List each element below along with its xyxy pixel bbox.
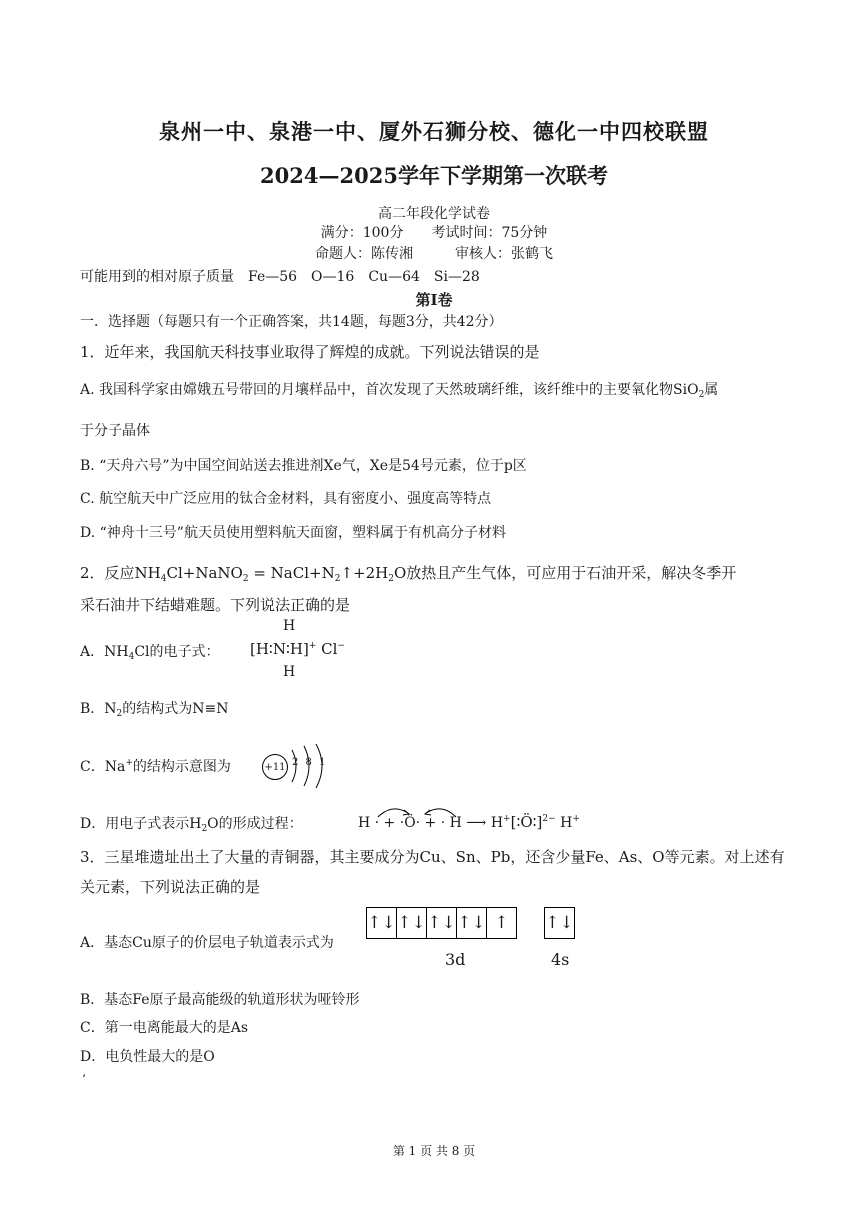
orbital-box: ↑↓ xyxy=(367,908,397,938)
q2-c-part: C．Na xyxy=(80,759,126,775)
q1-option-b: B. “天舟六号”为中国空间站送去推进剂Xe气，Xe是54号元素，位于p区 xyxy=(80,458,527,474)
q3-stem: 3．三星堆遗址出土了大量的青铜器，其主要成分为Cu、Sn、Pb，还含少量Fe、As、O等元素。对上述有 xyxy=(80,848,785,866)
stray-mark: ‘ xyxy=(82,1072,86,1086)
q3-option-d: D．电负性最大的是O xyxy=(80,1049,215,1065)
q2-option-d xyxy=(80,813,303,834)
electron-formula-h-top: H xyxy=(283,618,296,634)
q2-b-sub: 2 xyxy=(116,709,123,719)
q2-stem-sub: 2 xyxy=(242,574,249,584)
atomic-structure-diagram xyxy=(262,742,342,790)
q2-stem-sub: 2 xyxy=(334,574,341,584)
orbital-box: ↑ xyxy=(494,913,509,933)
q2-stem xyxy=(80,562,736,584)
orbital-diagram-3d xyxy=(366,907,517,939)
orbital-box: ↑↓ xyxy=(545,913,574,933)
q1-a-subscript: 2 xyxy=(698,390,705,400)
charge-plus: + xyxy=(503,814,511,824)
q2-d-sub: 2 xyxy=(201,824,208,834)
page-footer: 第 1 页 共 8 页 xyxy=(392,1144,476,1158)
exam-title-schools: 泉州一中、泉港一中、厦外石狮分校、德化一中四校联盟 xyxy=(159,119,709,144)
q2-option-b xyxy=(80,698,229,719)
h2o-formation-process xyxy=(358,813,580,831)
charge-2minus: 2− xyxy=(542,814,556,824)
orbital-diagram-4s xyxy=(544,907,575,939)
q1-stem: 1．近年来，我国航天科技事业取得了辉煌的成就。下列说法错误的是 xyxy=(80,343,540,361)
q1-option-c: C. 航空航天中广泛应用的钛合金材料，具有密度小、强度高等特点 xyxy=(80,491,492,507)
electron-formula-nh4cl xyxy=(250,640,345,658)
q2-stem-sub: 2 xyxy=(388,574,394,584)
q2-b-part: 的结构式为N≡N xyxy=(122,701,229,717)
q2-d-part: O的形成过程： xyxy=(207,816,303,832)
q2-a-part: A．NH xyxy=(80,644,129,660)
exam-score-time: 满分：100分 考试时间：75分钟 xyxy=(320,225,548,241)
q2-stem-line2: 采石油井下结蜡难题。下列说法正确的是 xyxy=(80,596,351,614)
q2-d-part: D．用电子式表示H xyxy=(80,816,202,832)
q2-stem-part: ↑+2H xyxy=(340,564,389,582)
q2-b-part: B．N xyxy=(80,701,117,717)
charge-minus: − xyxy=(337,641,345,651)
charge-plus: + xyxy=(308,641,317,651)
exam-subject: 高二年段化学试卷 xyxy=(378,206,490,222)
electron-shell-counts: 2 8 1 xyxy=(292,757,328,768)
exam-authors: 命题人：陈传湘 审核人：张鹤飞 xyxy=(315,246,553,262)
q2-c-part: 的结构示意图为 xyxy=(132,759,231,775)
formation-lhs: H · + ·Ö· + · H ⟶ H xyxy=(358,815,504,831)
q3-option-a: A．基态Cu原子的价层电子轨道表示式为 xyxy=(80,935,334,951)
q2-stem-sub: 4 xyxy=(160,574,167,584)
q1-option-a-cont: 于分子晶体 xyxy=(80,423,150,439)
q2-option-a xyxy=(80,641,220,662)
orbital-box: ↑↓ xyxy=(397,908,427,938)
q1-a-tail: 属 xyxy=(704,382,719,398)
formation-h: H xyxy=(555,815,573,831)
q1-option-a xyxy=(80,379,718,400)
q2-c-sup: + xyxy=(125,758,133,768)
charge-plus: + xyxy=(572,814,580,824)
orbital-box: ↑↓ xyxy=(427,908,457,938)
q2-option-c xyxy=(80,756,231,776)
orbital-box: ↑↓ xyxy=(457,908,487,938)
q3-option-c: C．第一电离能最大的是As xyxy=(80,1020,249,1036)
orbital-label-3d: 3d xyxy=(445,950,466,969)
q2-stem-part: = NaCl+N xyxy=(248,564,335,582)
volume-heading: 第Ⅰ卷 xyxy=(415,291,453,309)
oxide-ion: [∶Ö∶] xyxy=(510,813,543,831)
electron-formula-cl: Cl xyxy=(316,640,338,658)
q1-a-text: A. 我国科学家由嫦娥五号带回的月壤样品中，首次发现了天然玻璃纤维，该纤维中的主要氧化物SiO xyxy=(80,382,699,398)
section-heading: 一．选择题（每题只有一个正确答案，共14题，每题3分，共42分） xyxy=(80,314,503,330)
exam-title-term: 2024—2025学年下学期第一次联考 xyxy=(260,163,608,188)
electron-formula-h-bottom: H xyxy=(283,664,296,680)
q3-option-b: B．基态Fe原子最高能级的轨道形状为哑铃形 xyxy=(80,992,360,1008)
orbital-label-4s: 4s xyxy=(551,950,570,969)
q2-stem-part: O放热且产生气体，可应用于石油开采，解决冬季开 xyxy=(393,564,737,582)
nucleus-circle: +11 xyxy=(262,754,288,780)
q2-a-part: Cl的电子式： xyxy=(134,644,220,660)
q2-a-sub: 4 xyxy=(128,652,135,662)
electron-formula-main: [H∶N∶H] xyxy=(250,640,309,658)
q2-stem-part: 2．反应NH xyxy=(80,564,161,582)
atomic-mass-line: 可能用到的相对原子质量 Fe—56 O—16 Cu—64 Si—28 xyxy=(80,269,480,285)
q2-stem-part: Cl+NaNO xyxy=(166,564,243,582)
q1-option-d: D. “神舟十三号”航天员使用塑料航天面窗，塑料属于有机高分子材料 xyxy=(80,525,506,541)
q3-stem-line2: 关元素，下列说法正确的是 xyxy=(80,878,261,896)
